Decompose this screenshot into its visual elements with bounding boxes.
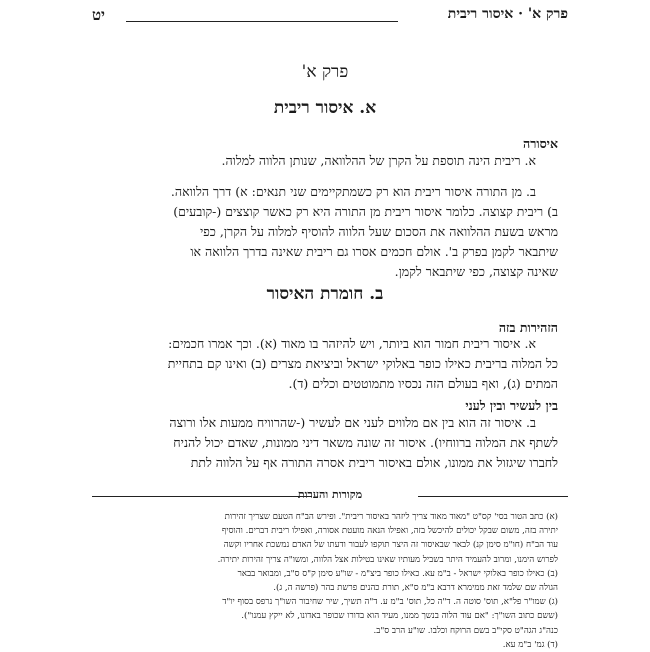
header-rule [126, 21, 398, 22]
text-line: ב. איסור זה הוא בין אם מלווים לעני אם לעשיר (-שהרוויח ממעות אלו ורוצה [169, 415, 536, 430]
page-number: יט [92, 6, 105, 24]
notes-rule-left [92, 496, 312, 497]
text-line: שאינה קצוצה, כפי שיתבאר לקמן. [394, 264, 558, 279]
section-b-paragraph-1 [82, 334, 558, 394]
notes-heading: מקורות והערות [297, 488, 363, 501]
section-b-paragraph-2 [82, 413, 558, 473]
section-a-subheading: איסורה [523, 136, 558, 151]
text-line: לשתף את המלוה ברווחיו). איסור זה שונה משאר דיני ממונות, שאדם יכול להניח [173, 435, 558, 450]
chapter-title: פרק א' [301, 62, 349, 82]
text-line: ב. מן התורה איסור ריבית הוא רק כשמתקיימים שני תנאים: א) דרך הלוואה. [170, 184, 536, 199]
text-line: ב) ריבית קצוצה. כלומר איסור ריבית מן התורה היא רק כאשר קוצצים (-קובעים) [173, 204, 558, 219]
section-b-subheading-2: בין לעשיר ובין לעני [465, 398, 558, 413]
text-line: המתים (ג), ואף בעולם הזה נכסיו מתמוטטים וכלים (ד). [288, 376, 558, 391]
section-b-title: ב. חומרת האיסור [266, 284, 384, 304]
text-line: א. איסור ריבית חמור הוא ביותר, ויש להיזהר בו מאוד (א). וכך אמרו חכמים: [168, 336, 536, 351]
section-a-title: א. איסור ריבית [273, 98, 377, 118]
section-b-subheading-1: הזהירות בזה [498, 320, 558, 335]
text-line: לחברו שיגזול את ממונו, אולם באיסור ריבית אסרה התורה אף על הלווה לתת [190, 455, 558, 470]
footnote-line: עוד הב"ח (חו"מ סימן קנ) לבאר שבאיסור זה היצר תוקפו לעבור ודעתו של האדם נמשכת אחריו וקשה [223, 540, 558, 551]
text-line: כל המלוה בריבית כאילו כופר באלוקי ישראל וביציאת מצרים (ב) ואינו קם בתחיית [167, 356, 558, 371]
footnote-line: לפרוש הימנו, ומרוב להעמיד היתר בשביל מעותיו שאינו בטילות אצל הלווה, ומשו"ה צריך זהירות יתירה. [217, 554, 558, 565]
footnote-line: (ב) כאילו כופר באלוקי ישראל - ב"מ עא. כאילו כופר ביצ"מ - שו"ע סימן ק"ס ס"ב, ומבואר בבאר [237, 568, 558, 579]
footnote-line: יתירה בזה, משום שבקל יכולים להיכשל בזה, ואפילו הנאה מועטת אסורה, ואפילו ריבית דברים. והוסיף [221, 526, 558, 537]
section-a-paragraph-1 [82, 151, 558, 171]
text-line: שיתבאר לקמן בפרק ב'. אולם חכמים אסרו גם ריבית שאינה בדרך הלוואה או [190, 244, 558, 259]
footnote-line: כנה"ג הגה"ט סקי"ב בשם הרוקח וכלבו. שו"ע הרב ס"ב. [373, 625, 558, 636]
footnote-line: (ג) שמו"ר פל"א, תוס' סוטה ה. ד"ה כל, תוס' ב"מ ע. ד"ה תשיך, שיר שחיבור השו"ך נרפס בסוף יו"ד [222, 597, 558, 608]
footnotes [82, 510, 558, 652]
footnote-line: (ד) גמ' ב"מ עא. [502, 639, 558, 650]
notes-header [92, 488, 568, 504]
text-line: א. ריבית הינה תוספת על הקרן של ההלוואה, שנותן הלווה למלוה. [221, 153, 536, 168]
footnote-line: הגולה שם שלמד זאת ממימרא דרבא ב"מ ס"א, תורת כהנים פרשת בהר (פרשה ה, ג). [273, 583, 558, 594]
footnote-line: (ששם כתוב השו"ך: "אם עוד הלוה בנשך ממנו, מעיד הוא בדורו שכופר באדונו, לא ייקץ עמנו"). [241, 611, 558, 622]
running-title: פרק א' · איסור ריבית [447, 6, 568, 22]
footnote-line: (א) כתב הטור בסי' קס"ט "מאוד מאוד צריך ליזהר באיסור ריבית". ופירש הב"ח הטעם שצריך זהירות [224, 512, 558, 522]
text-line: מראש בשעת ההלוואה את הסכום שעל הלווה להוסיף למלוה על הקרן, כפי [199, 224, 558, 239]
section-a-paragraph-2 [82, 182, 558, 282]
running-header [92, 6, 568, 28]
